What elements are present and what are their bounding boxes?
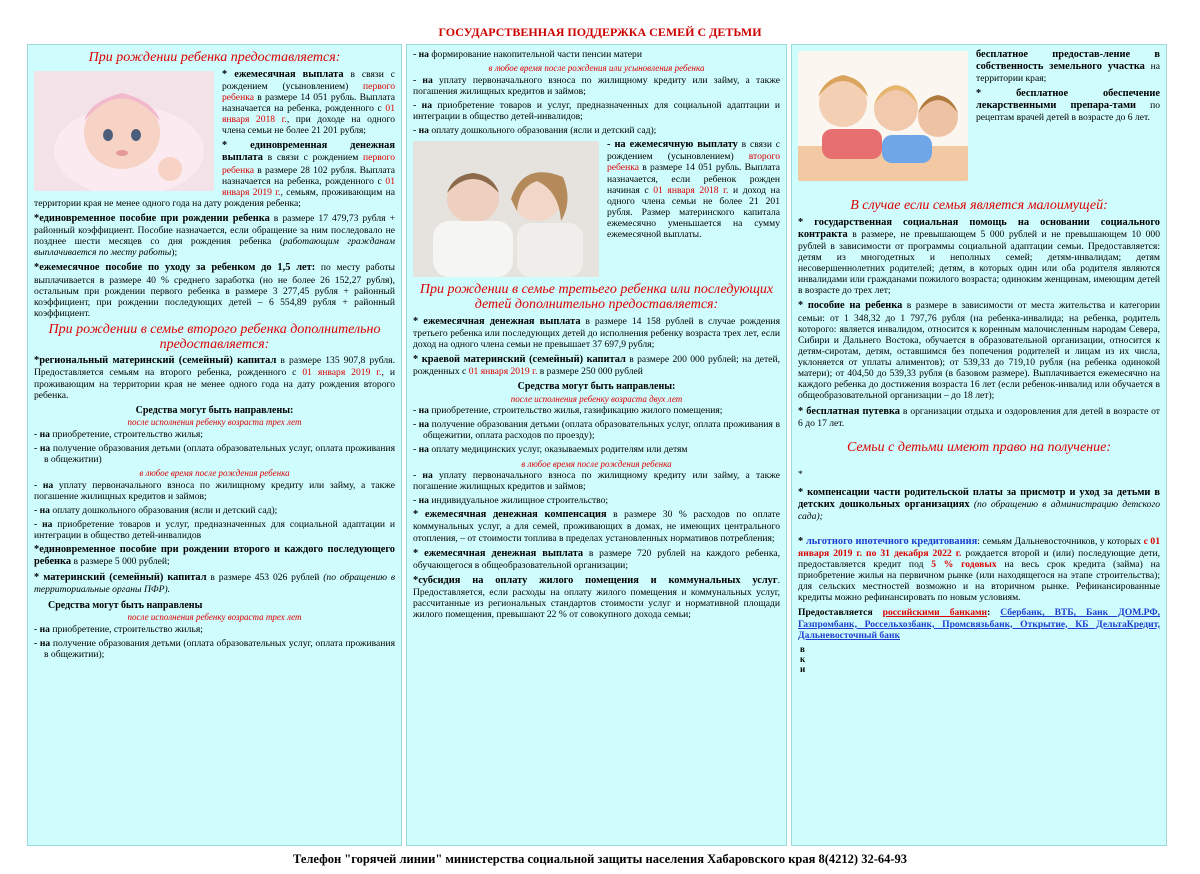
hotline-footer: Телефон "горячей линии" министерства социальной защиты населения Хабаровского края 8(4212) 32-64-93 [292, 852, 908, 866]
p-kindergarten-compensation: * компенсации части родительской платы за присмотр и уход за детьми в детских дошкольных организациях (по обращению в администрацию детского сада); [798, 486, 1160, 522]
funds-directed-heading-2: Средства могут быть направлены [48, 599, 203, 611]
after-two-years: после исполнения ребенку возраста двух лет [510, 393, 683, 404]
heading-families-right: Семьи с детьми имеют право на получение: [847, 439, 1111, 455]
children-photo [413, 141, 599, 277]
list-item: - на получение образования детьми (оплата образовательных услуг, оплата проживания в общежитии); [34, 637, 395, 660]
list-item: - на получение образования детьми (оплата образовательных услуг, оплата проживания в общежитии, оплата расходов по проезду); [413, 419, 780, 442]
list-item: - на уплату первоначального взноса по жилищному кредиту или займу, а также погашение жилищных кредитов и займов; [413, 470, 780, 493]
p-monthly-second: - на ежемесячную выплату в связи с рождением (усыновлением) второго ребенка в размере 14 051 рубль. Выплата назначается, если ребенок рожден начиная с 01 января 2018 г. и доход на одного члена семьи не более 21 201 рубля. Размер материнского капитала ежемесячно уменьшается на сумму ежемесячной выплаты. [607, 139, 781, 241]
any-time-after-birth: в любое время после рождения ребенка [139, 468, 290, 479]
list-item: - на формирование накопительной части пенсии матери [413, 49, 642, 60]
p-regional-capital: *региональный материнский (семейный) капитал в размере 135 907,8 рубля. Предоставляется семьям на второго ребенка, рожденного с 01 января 2019 г., и проживающим на территории края не менее одного года на дату рождения второго ребенка. [34, 355, 395, 401]
p-lump-sum: * единовременная денежная выплата в связи с рождением первого ребенка в размере 28 102 рубля. Выплата назначается на ребенка, рожденного с 01 января 2019 г., семьям, проживающим на территории края не менее одного года на дату рождения ребенка; [34, 140, 395, 209]
column-right [791, 44, 1167, 846]
p-monthly-first: * ежемесячная выплата в связи с рождением (усыновлением) первого ребенка в размере 14 051 рубль. Выплата назначается на ребенка, рожденного с 01 января 2018 г., при доходе на одного члена семьи не более 21 201 рубля; [222, 68, 396, 137]
p-social-contract: * государственная социальная помощь на основании социального контракта в размере, не превышающем 5 000 рублей и не превышающем 10 000 рублей в зависимости от программы социальной адаптации семьи. Предоставляется: детям из многодетных и неполных семей; детям-инвалидам; детям несовершеннолетних родителей; детям, в которых один или оба родителя являются инвалидами или гражданами пожилого возраста; одиноким женщинам, имеющим детей в возрасте до трех лет; [798, 216, 1160, 297]
star-mark: * [798, 469, 803, 481]
p-banks: Предоставляется российскими банками: Сбербанк, ВТБ, Банк ДОМ.РФ, Газпромбанк, Россельхозбанк, Промсвязьбанк, Открытие, КБ ДельтаКредит, Дальневосточный банк [798, 607, 1161, 641]
heading-second-child: При рождении в семье второго ребенка дополнительно предоставляется: [48, 322, 381, 352]
any-time-after-birth-adoption: в любое время после рождения или усыновления ребенка [488, 63, 705, 74]
p-free-voucher: * бесплатная путевка в организации отдыха и оздоровления для детей в возрасте от 6 до 17 лет. [798, 405, 1161, 429]
p-regional-capital-third: * краевой материнский (семейный) капитал в размере 200 000 рублей; на детей, рожденных с 01 января 2019 г. в размере 250 000 рублей [413, 353, 780, 377]
page-title: ГОСУДАРСТВЕННАЯ ПОДДЕРЖКА СЕМЕЙ С ДЕТЬМИ [438, 25, 762, 39]
list-item: - на приобретение товаров и услуг, предназначенных для социальной адаптации и интеграции в общество детей-инвалидов; [413, 99, 781, 122]
list-item: - на оплату медицинских услуг, оказываемых родителям или детям [413, 444, 688, 456]
list-item: - на оплату дошкольного образования (ясли и детский сад); [413, 125, 657, 137]
list-item: - на приобретение, строительство жилья; [34, 623, 203, 635]
column-middle [406, 44, 787, 846]
p-care-allowance: *ежемесячное пособие по уходу за ребенком до 1,5 лет: по месту работы выплачивается в размере 40 % среднего заработка (но не более 26 152,27 рубля), остальным при рождении первого ребенка в размере 3 277,45 рубля + районный коэффициент, при рождении последующих детей – 6 554,89 рубля + районный коэффициент. [34, 262, 396, 319]
list-item: - на оплату дошкольного образования (ясли и детский сад); [34, 504, 278, 516]
after-three-years: после исполнения ребенку возраста трех лет [127, 417, 302, 428]
list-item: - на приобретение, строительство жилья; [34, 428, 203, 440]
funds-directed-heading: Средства могут быть направлены: [135, 404, 294, 416]
p-mortgage: * льготного ипотечного кредитования: семьям Дальневосточников, у которых с 01 января 2019 г. по 31 декабря 2022 г. рождается второй и (или) последующие дети, предоставляется кредит под 5 % годовых на весь срок кредита (займа) на приобретение жилья на первичном рынке (или находящегося на этапе строительства); для сельских местностей возможно и на вторичном рынке. Рефинансированные кредиты можно рефинансировать по новым условиям. [798, 535, 1160, 604]
baby-photo [34, 71, 214, 191]
list-item: - на уплату первоначального взноса по жилищному кредиту или займу, а также погашение жилищных кредитов и займов; [34, 479, 395, 502]
list-item: - на приобретение товаров и услуг, предназначенных для социальной адаптации и интеграции в общество детей-инвалидов [34, 519, 395, 542]
p-child-benefit: * пособие на ребенка в размере в зависимости от места жительства и категории семьи: от 1 348,32 до 1 797,76 рубля (на ребенка-инвалида; на ребенка, родитель которого: является инвалидом, относится к коренным малочисленным народам Севера, Сибири и Дальнего Востока, обучается в образовательной организации, относится к детям-сиротам, детям, оставшимся без попечения родителей и лицам из их числа, уклоняется от уплаты алиментов); от 539,33 до 719,10 рубля (на ребенка одинокой матери); от 404,50 до 539,33 рубля (в базовом размере). Выплачивается ежемесячно на каждого ребенка до достижения возраста 16 лет (если ребенок-инвалид или обучается в общеобразовательной организации – до 18 лет); [798, 300, 1160, 402]
heading-third-child: При рождении в семье третьего ребенка или последующих детей дополнительно предоставляется: [419, 282, 774, 312]
p-birth-allowance: *единовременное пособие при рождении ребенка в размере 17 479,73 рубля + районный коэффициент. Пособие назначается, если обращение за ним последовало не позднее шести месяцев со дня рождения ребенка (работающим гражданам выплачивается по месту работы); [34, 213, 395, 259]
p-land-plot: бесплатное предостав-ление в собственность земельного участка на территории края; [976, 49, 1160, 85]
p-maternity-capital: * материнский (семейный) капитал в размере 453 026 рублей (по обращению в территориальные органы ПФР). [34, 572, 395, 596]
heading-birth: При рождении ребенка предоставляется: [88, 50, 341, 65]
after-three-years-2: после исполнения ребенку возраста трех лет [127, 612, 302, 623]
any-time-after-birth-3: в любое время после рождения ребенка [521, 458, 672, 469]
p-housing-subsidy: *субсидия на оплату жилого помещения и коммунальных услуг. Предоставляется, если расходы на оплату жилого помещения и коммунальных услуг, рассчитанные из региональных стандартов стоимости услуг и нормативной площади жилого помещения, превышают 22 % от совокупного дохода семьи; [413, 574, 780, 621]
list-item: - на получение образования детьми (оплата образовательных услуг, оплата проживания в общежитии) [34, 442, 395, 466]
p-second-lump: *единовременное пособие при рождении второго и каждого последующего ребенка в размере 5 000 рублей; [34, 544, 395, 568]
column-left [27, 44, 402, 846]
list-item: - на индивидуальное жилищное строительство; [413, 495, 609, 507]
list-item: - на уплату первоначального взноса по жилищному кредиту или займу, а также погашения жилищных кредитов и займов; [413, 74, 780, 97]
trailing-letters: в к и [800, 643, 806, 674]
list-item: - на приобретение, строительство жилья, газификацию жилого помещения; [413, 405, 723, 417]
p-utility-compensation: * ежемесячная денежная компенсация в размере 30 % расходов по оплате коммунальных услуг, а для семей, проживающих в домах, не имеющих центрального отопления, – от стоимости топлива в пределах установленных нормативов потребления; [413, 509, 780, 544]
p-monthly-third: * ежемесячная денежная выплата в размере 14 158 рублей в случае рождения третьего ребенка или последующих детей до исполнения ребенку возраста трех лет, если доход на одного члена семьи не превышает 37 697,9 рубля; [413, 315, 780, 350]
p-school-payment: * ежемесячная денежная выплата в размере 720 рублей на каждого ребенка, обучающегося в общеобразовательной организации; [413, 547, 780, 571]
heading-low-income: В случае если семья является малоимущей: [850, 198, 1108, 213]
banks-list[interactable]: Сбербанк, ВТБ, Банк ДОМ.РФ, Газпромбанк, Россельхозбанк, Промсвязьбанк, Открытие, КБ ДельтаКредит, Дальневосточный банк [798, 607, 1161, 641]
p-free-medicine: * бесплатное обеспечение лекарственными препара-тами по рецептам врачей детей в возрасте до 6 лет. [976, 88, 1160, 124]
kids-photo [798, 51, 968, 181]
funds-directed-heading-3: Средства могут быть направлены: [517, 381, 676, 393]
